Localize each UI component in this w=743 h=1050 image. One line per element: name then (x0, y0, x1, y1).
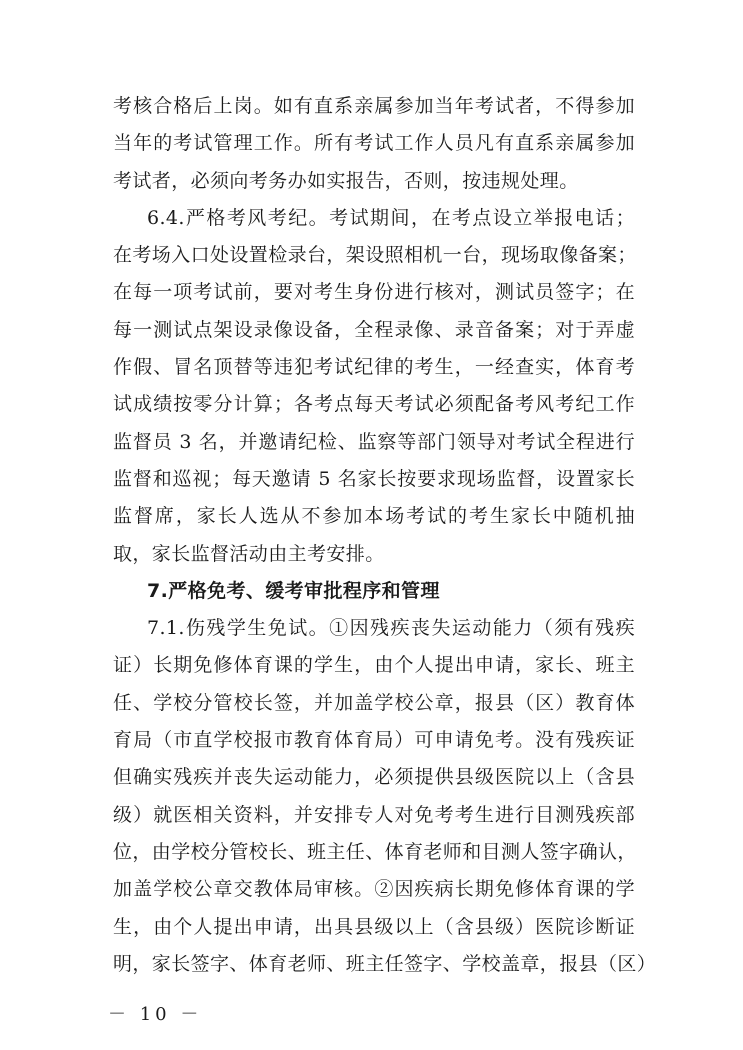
section-heading: 7.严格免考、缓考审批程序和管理 (147, 579, 440, 602)
body-line-3: 考试者，必须向考务办如实报告，否则，按违规处理。 (113, 169, 579, 192)
body-line-17: 任、学校分管校长签，并加盖学校公章，报县（区）教育体 (113, 691, 635, 714)
body-line-20: 级）就医相关资料，并安排专人对免考考生进行目测残疾部 (113, 803, 635, 826)
body-line-8: 作假、冒名顶替等违犯考试纪律的考生，一经查实，体育考 (113, 356, 635, 379)
body-line-2: 当年的考试管理工作。所有考试工作人员凡有直系亲属参加 (113, 132, 635, 155)
body-line-5: 在考场入口处设置检录台，架设照相机一台，现场取像备案； (113, 244, 637, 267)
body-line-15: 7.1.伤残学生免试。①因残疾丧失运动能力（须有残疾 (147, 617, 635, 640)
body-line-4: 6.4.严格考风考纪。考试期间，在考点设立举报电话； (147, 206, 635, 229)
body-line-9: 试成绩按零分计算；各考点每天考试必须配备考风考纪工作 (113, 393, 635, 416)
body-line-24: 明，家长签字、体育老师、班主任签字、学校盖章，报县（区） (113, 952, 657, 975)
body-line-7: 每一测试点架设录像设备，全程录像、录音备案；对于弄虚 (113, 318, 635, 341)
body-line-11: 监督和巡视；每天邀请 5 名家长按要求现场监督，设置家长 (113, 467, 635, 490)
body-line-6: 在每一项考试前，要对考生身份进行核对，测试员签字；在 (113, 281, 635, 304)
body-line-16: 证）长期免修体育课的学生，由个人提出申请，家长、班主 (113, 654, 635, 677)
page-number: － 10 － (108, 1004, 203, 1025)
body-line-10: 监督员 3 名，并邀请纪检、监察等部门领导对考试全程进行 (113, 430, 635, 453)
body-line-13: 取，家长监督活动由主考安排。 (113, 542, 385, 565)
body-line-1: 考核合格后上岗。如有直系亲属参加当年考试者，不得参加 (113, 95, 635, 117)
body-line-22: 加盖学校公章交教体局审核。②因疾病长期免修体育课的学 (113, 878, 635, 901)
body-line-23: 生，由个人提出申请，出具县级以上（含县级）医院诊断证 (113, 915, 635, 938)
document-body (113, 88, 657, 983)
body-line-21: 位，由学校分管校长、班主任、体育老师和目测人签字确认， (113, 840, 637, 863)
body-line-12: 监督席，家长人选从不参加本场考试的考生家长中随机抽 (113, 505, 635, 528)
body-line-18: 育局（市直学校报市教育体育局）可申请免考。没有残疾证 (113, 729, 635, 752)
body-line-19: 但确实残疾并丧失运动能力，必须提供县级医院以上（含县 (113, 766, 635, 789)
